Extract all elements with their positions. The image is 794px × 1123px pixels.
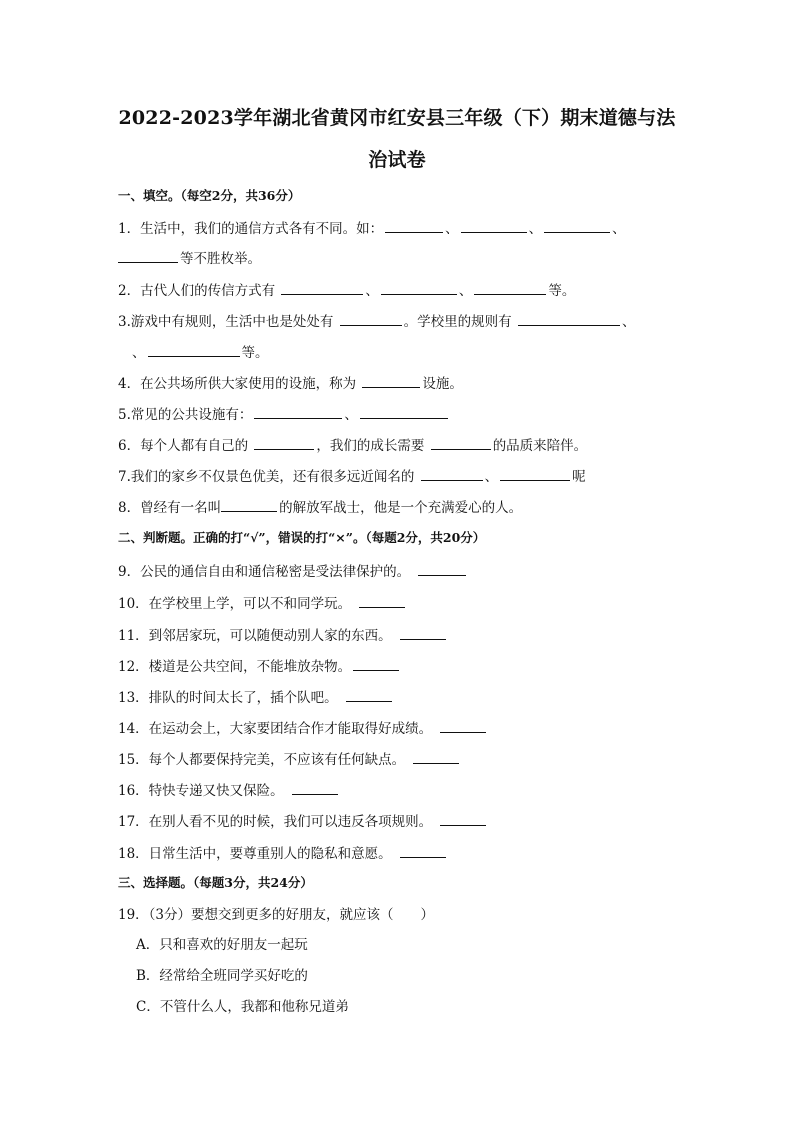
answer-blank[interactable]: [421, 467, 483, 481]
question-6-tail: 的品质来陪伴。: [492, 438, 588, 454]
question-1-tail: 等不胜枚举。: [180, 251, 261, 267]
question-15: [118, 750, 461, 769]
question-17: [118, 812, 488, 831]
question-7-tail: 呢: [572, 469, 586, 485]
answer-blank[interactable]: [362, 374, 420, 388]
answer-blank[interactable]: [340, 312, 402, 326]
answer-blank[interactable]: [360, 405, 448, 419]
question-1-continued: [118, 249, 261, 268]
section-heading-true-false: 二、判断题。正确的打“√”，错误的打“×”。（每题2分，共20分）: [118, 530, 486, 545]
answer-blank[interactable]: [292, 781, 338, 795]
answer-blank[interactable]: [544, 219, 610, 233]
question-5-text: 5.常见的公共设施有：: [118, 407, 253, 423]
question-12: [118, 657, 401, 676]
separator: 、: [484, 469, 499, 485]
question-1-text: 1．生活中，我们的通信方式各有不同。如：: [118, 221, 384, 237]
question-6: [118, 436, 587, 455]
answer-blank[interactable]: [359, 594, 405, 608]
answer-blank[interactable]: [385, 219, 443, 233]
question-7: [118, 467, 586, 486]
question-2: [118, 281, 575, 300]
answer-blank[interactable]: [400, 844, 446, 858]
answer-blank[interactable]: [281, 281, 363, 295]
option-b[interactable]: B．经常给全班同学买好吃的: [136, 968, 308, 984]
answer-blank[interactable]: [254, 436, 314, 450]
question-text: 10．在学校里上学，可以不和同学玩。: [118, 596, 352, 612]
question-19: 19．（3分）要想交到更多的好朋友，就应该（ ）: [118, 907, 435, 923]
answer-blank[interactable]: [500, 467, 570, 481]
answer-blank[interactable]: [400, 626, 446, 640]
separator: 、: [621, 314, 636, 330]
question-18: [118, 844, 448, 863]
question-8-tail: 的解放军战士，他是一个充满爱心的人。: [279, 500, 523, 516]
separator: 、: [445, 221, 459, 237]
question-3-tail: 等。: [241, 345, 269, 361]
section-heading-multiple-choice: 三、选择题。（每题3分，共24分）: [118, 875, 313, 890]
question-text: 16．特快专递又快又保险。: [118, 783, 284, 799]
question-11: [118, 626, 448, 645]
answer-blank[interactable]: [346, 688, 392, 702]
question-2-tail: 等。: [548, 283, 576, 299]
answer-blank[interactable]: [221, 498, 277, 512]
question-4-tail: 设施。: [422, 376, 463, 392]
question-text: 9．公民的通信自由和通信秘密是受法律保护的。: [118, 564, 411, 580]
answer-blank[interactable]: [440, 812, 486, 826]
exam-title-line-1: 2022-2023学年湖北省黄冈市红安县三年级（下）期末道德与法: [118, 107, 676, 129]
question-7-text: 7.我们的家乡不仅景色优美，还有很多远近闻名的: [118, 469, 419, 485]
question-text: 14．在运动会上，大家要团结合作才能取得好成绩。: [118, 721, 433, 737]
question-10: [118, 594, 407, 613]
answer-blank[interactable]: [440, 719, 486, 733]
option-c[interactable]: C．不管什么人，我都和他称兄道弟: [136, 999, 349, 1015]
question-1: [118, 219, 626, 238]
question-text: 13．排队的时间太长了，插个队吧。: [118, 690, 338, 706]
answer-blank[interactable]: [413, 750, 459, 764]
question-3: [118, 312, 635, 331]
answer-blank[interactable]: [254, 405, 342, 419]
question-text: 15．每个人都要保持完美，不应该有任何缺点。: [118, 752, 406, 768]
answer-blank[interactable]: [518, 312, 620, 326]
question-3-mid: 。学校里的规则有: [403, 314, 516, 330]
separator: 、: [612, 221, 626, 237]
question-5: [118, 405, 450, 424]
question-4: [118, 374, 463, 393]
question-text: 18．日常生活中，要尊重别人的隐私和意愿。: [118, 846, 392, 862]
question-13: [118, 688, 394, 707]
question-4-text: 4．在公共场所供大家使用的设施，称为: [118, 376, 361, 392]
question-text: 12．楼道是公共空间，不能堆放杂物。: [118, 659, 352, 675]
answer-blank[interactable]: [353, 657, 399, 671]
separator: 、: [458, 283, 473, 299]
answer-blank[interactable]: [461, 219, 527, 233]
question-2-text: 2．古代人们的传信方式有: [118, 283, 280, 299]
question-8-text: 8．曾经有一名叫: [118, 500, 222, 516]
question-3-continued: [118, 343, 269, 362]
question-8: [118, 498, 522, 517]
section-heading-fill-in: 一、填空。（每空2分，共36分）: [118, 188, 301, 203]
answer-blank[interactable]: [431, 436, 491, 450]
question-3-text: 3.游戏中有规则，生活中也是处处有: [118, 314, 338, 330]
question-9: [118, 562, 468, 581]
question-text: 11．到邻居家玩，可以随便动别人家的东西。: [118, 628, 392, 644]
option-a[interactable]: A．只和喜欢的好朋友一起玩: [136, 937, 308, 953]
separator: 、: [132, 345, 146, 361]
answer-blank[interactable]: [381, 281, 457, 295]
separator: 、: [365, 283, 379, 299]
separator: 、: [528, 221, 543, 237]
question-6-text: 6．每个人都有自己的: [118, 438, 253, 454]
answer-blank[interactable]: [418, 562, 466, 576]
exam-title-line-2: 治试卷: [368, 149, 426, 171]
question-14: [118, 719, 488, 738]
answer-blank[interactable]: [474, 281, 546, 295]
answer-blank[interactable]: [118, 249, 178, 263]
question-16: [118, 781, 340, 800]
question-6-mid: ，我们的成长需要: [316, 438, 429, 454]
separator: 、: [344, 407, 358, 423]
answer-blank[interactable]: [148, 343, 240, 357]
question-text: 17．在别人看不见的时候，我们可以违反各项规则。: [118, 814, 433, 830]
